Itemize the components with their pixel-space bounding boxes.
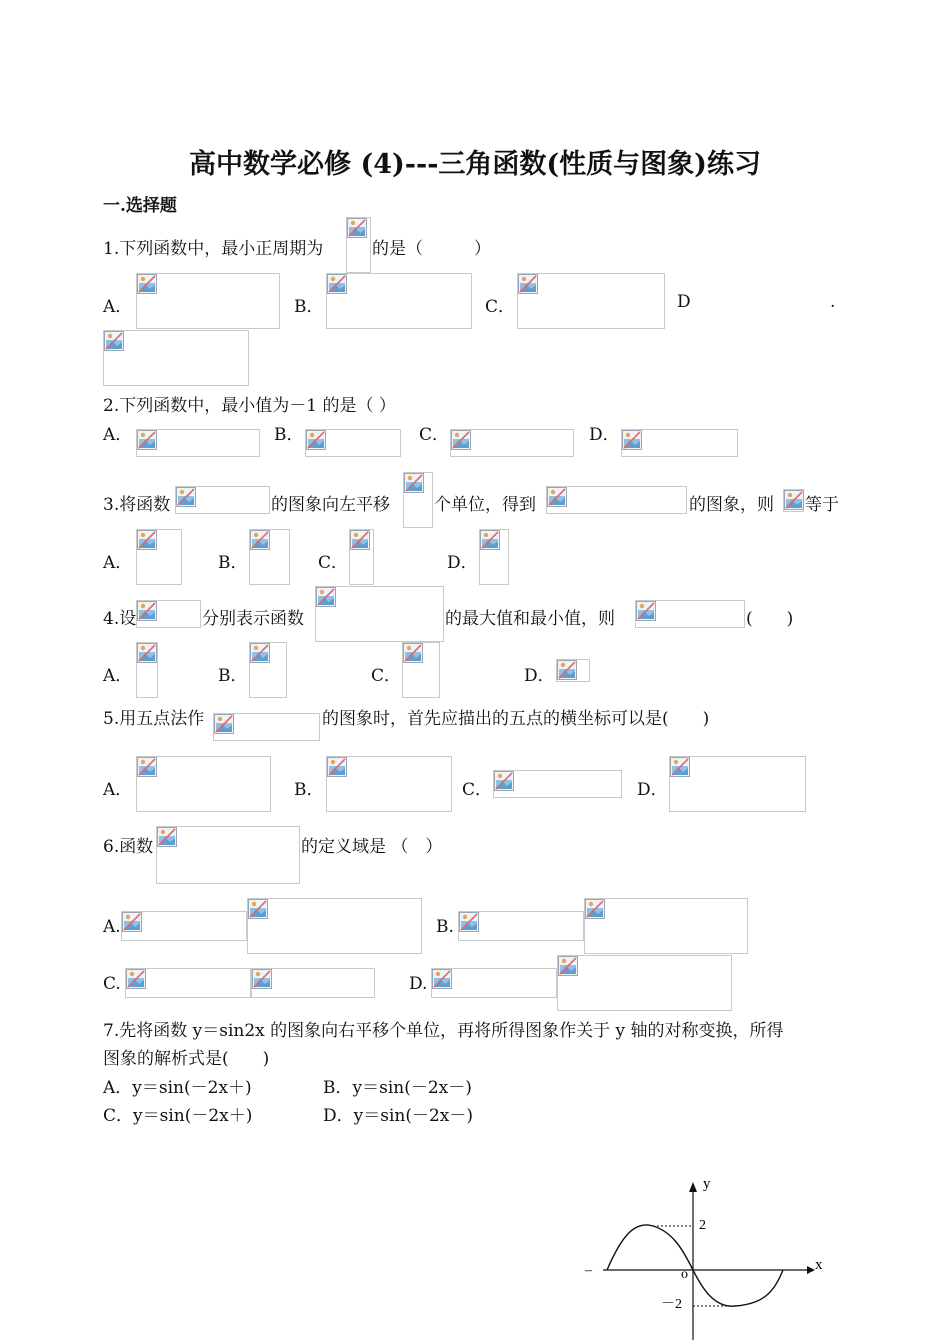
formula-image: [156, 826, 300, 884]
formula-image: [136, 429, 260, 457]
x-axis-arrow: [807, 1266, 815, 1274]
formula-image: [621, 429, 738, 457]
broken-image-icon: [518, 274, 538, 294]
q5-stem-a: 5.用五点法作: [103, 709, 205, 729]
formula-image: [305, 429, 401, 457]
formula-image: [402, 642, 440, 698]
broken-image-icon: [350, 530, 370, 550]
formula-image: [136, 756, 271, 812]
q5-option-c-label: C．: [462, 780, 493, 800]
broken-image-icon: [176, 487, 196, 507]
broken-image-icon: [670, 757, 690, 777]
q1-option-d-label: D: [677, 292, 691, 312]
q2-stem: 2.下列函数中，最小值为－1 的是（ ）: [103, 396, 396, 416]
q5-option-a-label: A．: [103, 780, 133, 800]
q1-option-c-label: C．: [485, 297, 516, 317]
formula-image: [136, 529, 182, 585]
q1-option-b-label: B．: [294, 297, 324, 317]
q4-option-d-label: D．: [524, 666, 555, 686]
broken-image-icon: [137, 530, 157, 550]
bottom-value-label: －2: [661, 1297, 682, 1312]
q5-stem-b: 的图象时，首先应描出的五点的横坐标可以是( ): [322, 709, 710, 729]
broken-image-icon: [137, 430, 157, 450]
formula-image: [557, 955, 732, 1011]
q4-option-c-label: C．: [371, 666, 402, 686]
q3-stem-e: 等于: [805, 495, 839, 515]
broken-image-icon: [137, 757, 157, 777]
x-label: x: [815, 1257, 823, 1273]
q7-option-b: B．y＝sin(－2x－): [323, 1078, 472, 1098]
broken-image-icon: [248, 899, 268, 919]
top-value-label: 2: [699, 1218, 706, 1233]
formula-image: [479, 529, 509, 585]
q4-stem-b: 分别表示函数: [202, 609, 304, 629]
broken-image-icon: [327, 274, 347, 294]
formula-image: [326, 756, 452, 812]
q6-stem-a: 6.函数: [103, 837, 154, 857]
y-axis-arrow: [689, 1182, 697, 1192]
origin-label: o: [681, 1267, 688, 1282]
sine-graph-figure: [575, 1170, 835, 1342]
formula-image: [635, 600, 745, 628]
formula-image: [247, 898, 422, 954]
broken-image-icon: [252, 969, 272, 989]
q1-stem-a: 1.下列函数中，最小正周期为: [103, 239, 324, 259]
broken-image-icon: [347, 218, 367, 238]
broken-image-icon: [137, 274, 157, 294]
q4-stem-d: ( ): [746, 609, 794, 629]
section-heading: 一.选择题: [103, 196, 177, 216]
q5-option-d-label: D．: [637, 780, 668, 800]
q3-option-c-label: C．: [318, 553, 349, 573]
broken-image-icon: [558, 956, 578, 976]
broken-image-icon: [306, 430, 326, 450]
formula-image: [175, 486, 270, 514]
broken-image-icon: [137, 643, 157, 663]
broken-image-icon: [404, 473, 424, 493]
broken-image-icon: [459, 912, 479, 932]
formula-image: [103, 330, 249, 386]
formula-image: [493, 770, 622, 798]
formula-image: [249, 529, 290, 585]
q3-stem-b: 的图象向左平移: [271, 495, 390, 515]
broken-image-icon: [122, 912, 142, 932]
q7-line1: 7.先将函数 y＝sin2x 的图象向右平移个单位，再将所得图象作关于 y 轴的对称变换，所得: [103, 1021, 784, 1041]
q2-option-d-label: D．: [589, 425, 620, 445]
q3-stem-c: 个单位，得到: [434, 495, 536, 515]
q4-option-a-label: A．: [103, 666, 133, 686]
formula-image: [584, 898, 748, 954]
q4-stem-a: 4.设: [103, 609, 137, 629]
formula-image: [125, 968, 251, 998]
q4-option-b-label: B．: [218, 666, 248, 686]
q7-line2: 图象的解析式是( ): [103, 1049, 270, 1069]
formula-image: [546, 486, 687, 514]
broken-image-icon: [451, 430, 471, 450]
formula-image: [349, 529, 374, 585]
formula-image: [669, 756, 806, 812]
formula-image: [458, 911, 584, 941]
y-label: y: [703, 1176, 711, 1192]
q4-stem-c: 的最大值和最小值，则: [445, 609, 615, 629]
broken-image-icon: [104, 331, 124, 351]
q1-option-a-label: A．: [103, 297, 133, 317]
q1-dot: .: [830, 292, 836, 312]
q3-stem-d: 的图象，则: [689, 495, 774, 515]
q7-option-c: C．y＝sin(－2x＋): [103, 1106, 253, 1126]
q3-stem-a: 3.将函数: [103, 495, 171, 515]
formula-image: [121, 911, 247, 941]
broken-image-icon: [214, 714, 234, 734]
page-title: 高中数学必修 (4)---三角函数(性质与图象)练习: [189, 149, 761, 180]
formula-image: [346, 217, 371, 273]
broken-image-icon: [547, 487, 567, 507]
broken-image-icon: [403, 643, 423, 663]
formula-image: [213, 713, 320, 741]
q3-option-b-label: B．: [218, 553, 248, 573]
q7-option-a: A．y＝sin(－2x＋): [103, 1078, 252, 1098]
q6-option-d-label: D.: [409, 974, 428, 994]
formula-image: [136, 642, 158, 698]
q6-option-c-label: C.: [103, 974, 121, 994]
formula-image: [326, 273, 472, 329]
q6-stem-b: 的定义域是 （ ）: [301, 837, 443, 857]
q2-option-a-label: A．: [103, 425, 133, 445]
q3-option-a-label: A．: [103, 553, 133, 573]
formula-image: [431, 968, 557, 998]
formula-image: [783, 489, 804, 512]
broken-image-icon: [494, 771, 514, 791]
broken-image-icon: [157, 827, 177, 847]
formula-image: [249, 642, 287, 698]
broken-image-icon: [480, 530, 500, 550]
formula-image: [136, 273, 280, 329]
broken-image-icon: [327, 757, 347, 777]
left-mark: –: [585, 1263, 592, 1278]
formula-image: [556, 659, 590, 682]
broken-image-icon: [250, 530, 270, 550]
broken-image-icon: [784, 490, 804, 510]
formula-image: [251, 968, 375, 998]
broken-image-icon: [622, 430, 642, 450]
q2-option-b-label: B．: [274, 425, 304, 445]
formula-image: [136, 600, 201, 628]
q5-option-b-label: B．: [294, 780, 324, 800]
q3-option-d-label: D．: [447, 553, 478, 573]
formula-image: [315, 586, 444, 642]
broken-image-icon: [432, 969, 452, 989]
broken-image-icon: [126, 969, 146, 989]
broken-image-icon: [585, 899, 605, 919]
q6-option-b-label: B.: [436, 917, 454, 937]
sine-curve: [607, 1225, 783, 1306]
broken-image-icon: [137, 601, 157, 621]
q1-stem-b: 的是（ ）: [372, 239, 491, 259]
q7-option-d: D．y＝sin(－2x－): [323, 1106, 474, 1126]
formula-image: [517, 273, 665, 329]
q6-option-a-label: A.: [103, 917, 121, 937]
broken-image-icon: [316, 587, 336, 607]
formula-image: [450, 429, 574, 457]
formula-image: [403, 472, 433, 528]
q2-option-c-label: C．: [419, 425, 450, 445]
broken-image-icon: [250, 643, 270, 663]
broken-image-icon: [636, 601, 656, 621]
broken-image-icon: [557, 660, 577, 680]
